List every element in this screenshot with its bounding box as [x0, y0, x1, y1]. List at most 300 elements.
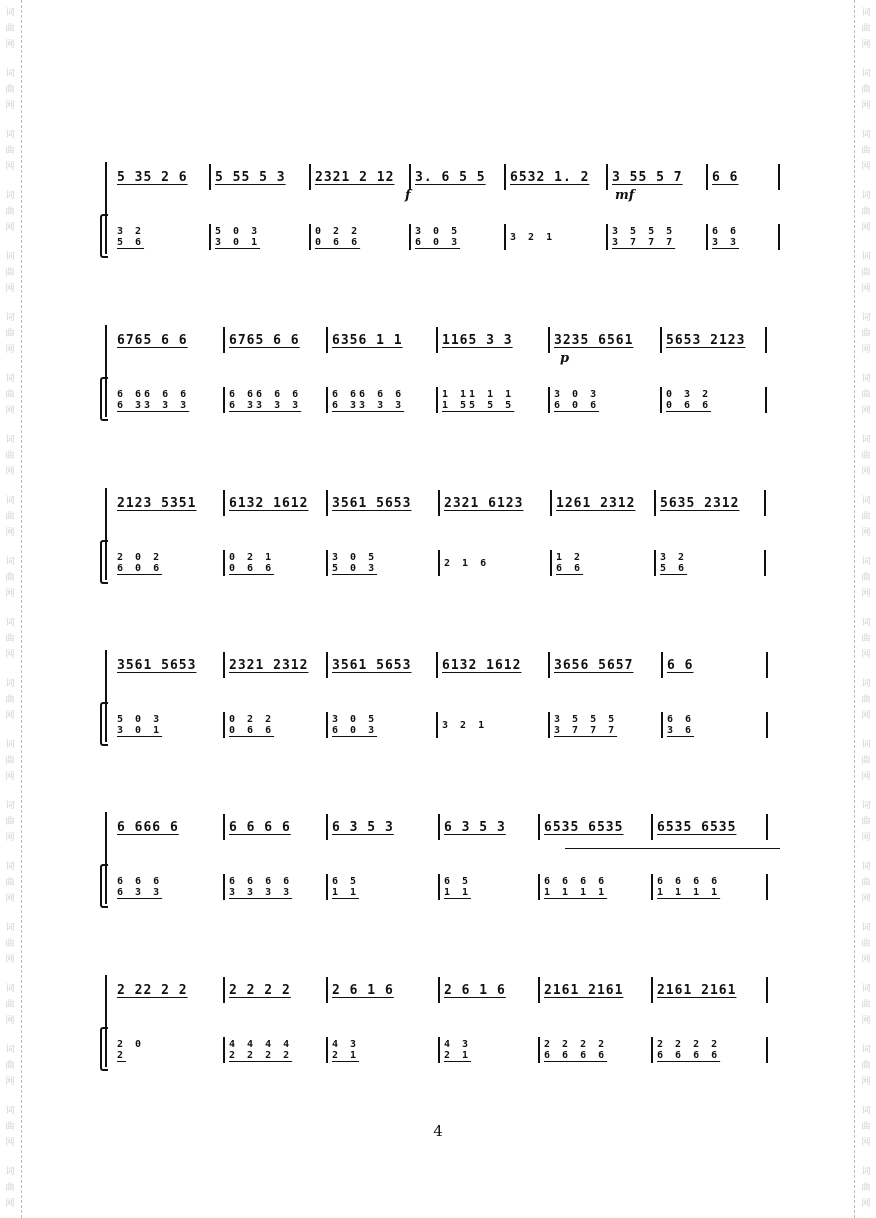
accompaniment-measure — [117, 222, 205, 252]
watermark-glyph: 曲 — [861, 1122, 871, 1132]
watermark-glyph: 网 — [861, 955, 871, 965]
accompaniment-upper-notes: 3 2 — [117, 226, 145, 237]
barline — [538, 874, 540, 900]
accompaniment-lower-notes: 6 6 6 6 — [657, 1050, 721, 1061]
watermark-glyph: 词 — [861, 313, 871, 323]
watermark-glyph: 词 — [861, 130, 871, 140]
watermark-glyph: 网 — [5, 894, 15, 904]
melody-measure — [117, 488, 219, 518]
melody-measure — [657, 812, 762, 842]
accompaniment-measure — [117, 1035, 219, 1065]
watermark-glyph: 网 — [861, 101, 871, 111]
accompaniment-measure — [554, 385, 656, 415]
accompaniment-upper-notes: 4 3 — [332, 1039, 360, 1050]
watermark-glyph: 曲 — [5, 1183, 15, 1193]
melody-notes: 2321 6123 — [444, 495, 524, 511]
watermark-glyph: 词 — [861, 740, 871, 750]
watermark-glyph: 网 — [5, 1199, 15, 1209]
watermark-glyph: 曲 — [861, 85, 871, 95]
watermark-glyph: 曲 — [861, 634, 871, 644]
watermark-glyph: 词 — [5, 8, 15, 18]
watermark-glyph: 词 — [861, 1045, 871, 1055]
accompaniment-upper-notes: 0 2 2 — [229, 714, 275, 725]
watermark-glyph: 曲 — [5, 634, 15, 644]
accompaniment-upper-notes: 6 6 6 6 — [544, 876, 608, 887]
accompaniment-chord — [444, 876, 471, 898]
melody-line — [105, 488, 785, 518]
accompaniment-measure — [315, 222, 405, 252]
melody-measure — [229, 488, 322, 518]
melody-measure — [556, 488, 650, 518]
barline — [606, 224, 608, 250]
page-number: 4 — [433, 1122, 443, 1140]
watermark-glyph: 词 — [861, 69, 871, 79]
watermark-glyph: 曲 — [5, 512, 15, 522]
accompaniment-measure — [667, 710, 762, 740]
watermark-glyph: 曲 — [5, 573, 15, 583]
accompaniment-measure — [229, 710, 322, 740]
melody-measure — [510, 162, 602, 192]
melody-notes: 5 55 5 3 — [215, 169, 286, 185]
barline — [661, 712, 663, 738]
melody-measure — [229, 812, 322, 842]
melody-measure — [444, 488, 546, 518]
accompaniment-chord — [544, 876, 607, 898]
melody-notes: 6535 6535 — [544, 819, 624, 835]
watermark-glyph: 网 — [861, 284, 871, 294]
watermark-glyph: 曲 — [861, 1061, 871, 1071]
accompaniment-chord — [444, 1039, 471, 1061]
barline — [766, 977, 768, 1003]
accompaniment-measure — [332, 710, 432, 740]
barline — [548, 712, 550, 738]
accompaniment-chord — [332, 1039, 359, 1061]
accompaniment-chord — [332, 876, 359, 898]
right-margin-watermark — [852, 0, 876, 1218]
barline — [223, 652, 225, 678]
watermark-glyph: 网 — [5, 1138, 15, 1148]
accompaniment-measure — [444, 872, 534, 902]
accompaniment-measure — [657, 1035, 762, 1065]
melody-measure — [657, 975, 762, 1005]
accompaniment-chord — [667, 714, 694, 736]
barline — [548, 652, 550, 678]
accompaniment-upper-notes: 6 6 6 6 — [657, 876, 721, 887]
watermark-glyph: 网 — [5, 1077, 15, 1087]
accompaniment-lower-notes: 6 3 3 — [117, 887, 163, 898]
barline — [223, 977, 225, 1003]
accompaniment-upper-notes: 2 0 — [117, 1039, 145, 1050]
accompaniment-chord — [229, 389, 301, 411]
accompaniment-measure — [215, 222, 305, 252]
melody-measure — [444, 812, 534, 842]
accompaniment-upper-notes: 4 3 — [444, 1039, 472, 1050]
melody-notes: 5653 2123 — [666, 332, 746, 348]
accompaniment-measure — [657, 872, 762, 902]
watermark-glyph: 网 — [861, 162, 871, 172]
accompaniment-chord — [544, 1039, 607, 1061]
barline — [764, 490, 766, 516]
melody-notes: 3561 5653 — [332, 495, 412, 511]
watermark-glyph: 网 — [861, 40, 871, 50]
accompaniment-measure — [444, 1035, 534, 1065]
watermark-glyph: 网 — [861, 650, 871, 660]
accompaniment-chord — [117, 1039, 144, 1061]
barline — [538, 814, 540, 840]
accompaniment-upper-notes: 3 5 5 5 — [554, 714, 618, 725]
barline — [309, 224, 311, 250]
barline — [326, 977, 328, 1003]
melody-notes: 2321 2 12 — [315, 169, 395, 185]
accompaniment-chord — [315, 226, 360, 248]
melody-notes: 2 6 1 6 — [444, 982, 506, 998]
watermark-glyph: 曲 — [5, 329, 15, 339]
accompaniment-lower-notes: 0 6 6 — [229, 725, 275, 736]
watermark-glyph: 词 — [5, 679, 15, 689]
melody-notes: 6 6 6 6 — [229, 819, 291, 835]
barline — [651, 814, 653, 840]
melody-notes: 6765 6 6 — [117, 332, 188, 348]
barline — [765, 387, 767, 413]
accompaniment-chord — [229, 1039, 292, 1061]
accompaniment-measure — [117, 710, 219, 740]
melody-line — [105, 325, 785, 355]
accompaniment-measure — [332, 872, 434, 902]
accompaniment-lower-notes: 3 0 1 — [117, 725, 163, 736]
accompaniment-upper-notes: 5 0 3 — [215, 226, 261, 237]
watermark-glyph: 曲 — [861, 756, 871, 766]
melody-measure — [442, 650, 544, 680]
watermark-glyph: 曲 — [861, 268, 871, 278]
accompaniment-lower-notes: 2 2 2 2 — [229, 1050, 293, 1061]
accompaniment-lower-notes: 3 0 1 — [215, 237, 261, 248]
barline — [223, 874, 225, 900]
watermark-glyph: 网 — [5, 101, 15, 111]
melody-notes: 2161 2161 — [657, 982, 737, 998]
accompaniment-measure — [332, 1035, 434, 1065]
melody-notes: 2161 2161 — [544, 982, 624, 998]
barline — [438, 977, 440, 1003]
watermark-glyph: 网 — [5, 650, 15, 660]
watermark-glyph: 词 — [861, 8, 871, 18]
accompaniment-chord — [117, 876, 162, 898]
score-system — [105, 162, 785, 272]
dynamic-marking: f — [405, 188, 411, 203]
watermark-glyph: 网 — [5, 467, 15, 477]
accompaniment-upper-notes: 6 6 — [667, 714, 695, 725]
watermark-glyph: 曲 — [5, 695, 15, 705]
accompaniment-lower-notes: 0 6 6 — [229, 563, 275, 574]
watermark-glyph: 网 — [861, 711, 871, 721]
accompaniment-lower-notes: 2 — [117, 1050, 127, 1061]
score-system — [105, 325, 785, 435]
accompaniment-lower-notes: 5 0 3 — [332, 563, 378, 574]
accompaniment-upper-notes: 3 2 1 — [442, 719, 488, 731]
melody-notes: 3 55 5 7 — [612, 169, 683, 185]
accompaniment-measure — [510, 222, 602, 252]
watermark-glyph: 网 — [861, 1138, 871, 1148]
melody-measure — [712, 162, 774, 192]
watermark-glyph: 曲 — [5, 1000, 15, 1010]
accompaniment-upper-notes: 2 2 2 2 — [544, 1039, 608, 1050]
barline — [326, 1037, 328, 1063]
barline — [766, 874, 768, 900]
barline — [209, 224, 211, 250]
watermark-glyph: 词 — [861, 191, 871, 201]
melody-line — [105, 650, 785, 680]
barline — [409, 224, 411, 250]
accompaniment-upper-notes: 0 2 2 — [315, 226, 361, 237]
watermark-glyph: 词 — [5, 740, 15, 750]
accompaniment-lower-notes: 6 33 3 3 — [332, 400, 405, 411]
accompaniment-upper-notes: 6 66 6 6 — [332, 389, 405, 400]
accompaniment-upper-notes: 3 0 5 — [332, 552, 378, 563]
watermark-glyph: 词 — [5, 374, 15, 384]
watermark-glyph: 词 — [861, 679, 871, 689]
accompaniment-upper-notes: 2 1 6 — [444, 557, 490, 569]
barline — [436, 327, 438, 353]
watermark-glyph: 曲 — [861, 695, 871, 705]
melody-notes: 3656 5657 — [554, 657, 634, 673]
accompaniment-measure — [442, 710, 544, 740]
barline — [223, 490, 225, 516]
accompaniment-lower-notes: 6 0 6 — [117, 563, 163, 574]
watermark-glyph: 词 — [861, 923, 871, 933]
melody-measure — [117, 162, 205, 192]
melody-notes: 6356 1 1 — [332, 332, 403, 348]
accompaniment-measure — [415, 222, 500, 252]
accompaniment-measure — [556, 548, 650, 578]
watermark-glyph: 网 — [5, 955, 15, 965]
accompaniment-upper-notes: 2 0 2 — [117, 552, 163, 563]
accompaniment-upper-notes: 3 2 — [660, 552, 688, 563]
watermark-glyph: 网 — [5, 40, 15, 50]
accompaniment-upper-notes: 0 2 1 — [229, 552, 275, 563]
barline — [661, 652, 663, 678]
watermark-glyph: 网 — [861, 1077, 871, 1087]
barline — [326, 387, 328, 413]
accompaniment-upper-notes: 1 11 1 1 — [442, 389, 515, 400]
accompaniment-chord — [117, 226, 144, 248]
watermark-glyph: 词 — [861, 1167, 871, 1177]
accompaniment-line — [105, 1035, 785, 1065]
watermark-glyph: 曲 — [861, 1000, 871, 1010]
melody-measure — [544, 812, 647, 842]
left-margin-watermark — [0, 0, 24, 1218]
watermark-glyph: 曲 — [861, 573, 871, 583]
watermark-glyph: 曲 — [861, 146, 871, 156]
barline — [706, 224, 708, 250]
watermark-glyph: 词 — [861, 862, 871, 872]
accompaniment-upper-notes: 2 2 2 2 — [657, 1039, 721, 1050]
watermark-glyph: 网 — [861, 406, 871, 416]
accompaniment-chord — [666, 389, 711, 411]
accompaniment-measure — [554, 710, 657, 740]
watermark-glyph: 词 — [5, 130, 15, 140]
barline — [550, 490, 552, 516]
barline — [651, 977, 653, 1003]
melody-notes: 3561 5653 — [332, 657, 412, 673]
accompaniment-chord — [612, 226, 675, 248]
accompaniment-measure — [229, 548, 322, 578]
accompaniment-measure — [117, 548, 219, 578]
barline — [654, 550, 656, 576]
barline — [706, 164, 708, 190]
barline — [438, 550, 440, 576]
accompaniment-measure — [444, 548, 546, 578]
watermark-glyph: 曲 — [861, 451, 871, 461]
melody-measure — [332, 650, 432, 680]
watermark-glyph: 曲 — [861, 329, 871, 339]
melody-line — [105, 975, 785, 1005]
melody-measure — [117, 325, 219, 355]
accompaniment-chord — [332, 552, 377, 574]
melody-measure — [315, 162, 405, 192]
melody-notes: 3. 6 5 5 — [415, 169, 486, 185]
accompaniment-upper-notes: 1 2 — [556, 552, 584, 563]
accompaniment-chord — [229, 552, 274, 574]
watermark-glyph: 曲 — [861, 1183, 871, 1193]
accompaniment-upper-notes: 3 2 1 — [510, 231, 556, 243]
barline — [765, 327, 767, 353]
watermark-glyph: 曲 — [5, 878, 15, 888]
watermark-glyph: 网 — [861, 467, 871, 477]
accompaniment-measure — [332, 385, 432, 415]
accompaniment-measure — [229, 872, 322, 902]
right-cut-line — [854, 0, 855, 1218]
barline — [326, 814, 328, 840]
melody-notes: 6765 6 6 — [229, 332, 300, 348]
watermark-glyph: 词 — [5, 1167, 15, 1177]
barline — [766, 712, 768, 738]
barline — [309, 164, 311, 190]
watermark-glyph: 曲 — [5, 1061, 15, 1071]
melody-measure — [117, 812, 219, 842]
melody-measure — [667, 650, 762, 680]
left-cut-line — [21, 0, 22, 1218]
dynamic-marking: mf — [615, 188, 635, 203]
accompaniment-lower-notes: 6 6 6 6 — [544, 1050, 608, 1061]
barline — [223, 387, 225, 413]
accompaniment-upper-notes: 6 66 6 6 — [229, 389, 302, 400]
melody-measure — [444, 975, 534, 1005]
watermark-glyph: 词 — [5, 69, 15, 79]
melody-line — [105, 162, 785, 192]
barline — [438, 490, 440, 516]
barline — [326, 327, 328, 353]
watermark-glyph: 词 — [861, 984, 871, 994]
accompaniment-upper-notes: 6 5 — [332, 876, 360, 887]
accompaniment-line — [105, 710, 785, 740]
watermark-glyph: 词 — [861, 1106, 871, 1116]
accompaniment-measure — [117, 385, 219, 415]
barline — [326, 874, 328, 900]
accompaniment-chord — [215, 226, 260, 248]
watermark-glyph: 词 — [861, 557, 871, 567]
watermark-glyph: 曲 — [861, 24, 871, 34]
accompaniment-upper-notes: 3 0 3 — [554, 389, 600, 400]
accompaniment-lower-notes: 5 6 — [117, 237, 145, 248]
barline — [223, 814, 225, 840]
melody-measure — [554, 325, 656, 355]
melody-notes: 6535 6535 — [657, 819, 737, 835]
accompaniment-measure — [544, 1035, 647, 1065]
watermark-glyph: 网 — [5, 711, 15, 721]
accompaniment-measure — [442, 385, 544, 415]
watermark-glyph: 网 — [861, 772, 871, 782]
watermark-glyph: 词 — [5, 984, 15, 994]
watermark-glyph: 曲 — [861, 939, 871, 949]
melody-notes: 3235 6561 — [554, 332, 634, 348]
watermark-glyph: 网 — [5, 345, 15, 355]
accompaniment-chord — [554, 714, 617, 736]
melody-notes: 1165 3 3 — [442, 332, 513, 348]
accompaniment-chord — [332, 714, 377, 736]
watermark-glyph: 曲 — [5, 939, 15, 949]
accompaniment-measure — [612, 222, 702, 252]
watermark-glyph: 网 — [861, 528, 871, 538]
watermark-glyph: 网 — [861, 833, 871, 843]
accompaniment-lower-notes: 0 6 6 — [315, 237, 361, 248]
watermark-glyph: 曲 — [861, 512, 871, 522]
barline — [223, 327, 225, 353]
accompaniment-chord — [712, 226, 739, 248]
watermark-glyph: 曲 — [861, 207, 871, 217]
watermark-glyph: 词 — [861, 618, 871, 628]
barline — [438, 814, 440, 840]
melody-measure — [215, 162, 305, 192]
melody-measure — [332, 975, 434, 1005]
accompaniment-upper-notes: 6 6 6 6 — [229, 876, 293, 887]
accompaniment-lower-notes: 6 0 3 — [332, 725, 378, 736]
melody-notes: 6 3 5 3 — [332, 819, 394, 835]
melody-measure — [554, 650, 657, 680]
melody-measure — [117, 975, 219, 1005]
watermark-glyph: 曲 — [861, 390, 871, 400]
score-system — [105, 812, 785, 922]
watermark-glyph: 词 — [5, 496, 15, 506]
melody-measure — [229, 325, 322, 355]
melody-measure — [544, 975, 647, 1005]
watermark-glyph: 曲 — [5, 268, 15, 278]
accompaniment-chord — [117, 389, 189, 411]
watermark-glyph: 词 — [5, 252, 15, 262]
barline — [538, 1037, 540, 1063]
accompaniment-lower-notes: 3 3 3 3 — [229, 887, 293, 898]
accompaniment-lower-notes: 3 7 7 7 — [554, 725, 618, 736]
barline — [438, 874, 440, 900]
melody-measure — [442, 325, 544, 355]
accompaniment-chord — [442, 389, 514, 411]
watermark-glyph: 网 — [5, 162, 15, 172]
watermark-glyph: 网 — [5, 284, 15, 294]
barline — [654, 490, 656, 516]
watermark-glyph: 曲 — [5, 390, 15, 400]
watermark-glyph: 词 — [861, 374, 871, 384]
watermark-glyph: 网 — [5, 528, 15, 538]
melody-notes: 6532 1. 2 — [510, 169, 590, 185]
accompaniment-upper-notes: 4 4 4 4 — [229, 1039, 293, 1050]
hairpin-line — [565, 848, 780, 849]
watermark-glyph: 曲 — [861, 878, 871, 888]
watermark-glyph: 词 — [861, 496, 871, 506]
accompaniment-chord — [660, 552, 687, 574]
melody-notes: 6 3 5 3 — [444, 819, 506, 835]
barline — [606, 164, 608, 190]
accompaniment-lower-notes: 1 55 5 5 — [442, 400, 515, 411]
watermark-glyph: 网 — [861, 223, 871, 233]
melody-notes: 5635 2312 — [660, 495, 740, 511]
